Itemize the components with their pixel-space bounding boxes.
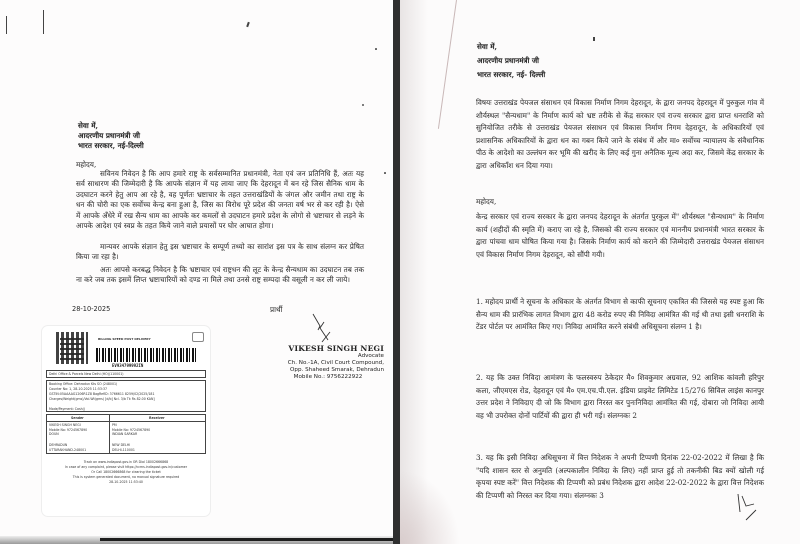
speed-post-receipt <box>42 326 210 516</box>
addressee-line-1: सेवा में, <box>477 42 498 51</box>
sender-state: UTTARAKHAND-248001 <box>49 447 87 452</box>
table-divider <box>47 421 205 422</box>
payment-mode: Mode/Payment: Cash() <box>49 407 86 411</box>
page-gutter <box>393 0 400 544</box>
letter-page-right <box>400 0 800 544</box>
india-post-logo-icon <box>192 332 204 342</box>
booking-office: Booking Office: Dehradun Kts SO (248001) <box>49 382 118 386</box>
receiver-mobile: Mobile No: 9724567890 <box>112 427 151 432</box>
scan-speck <box>375 48 377 50</box>
advocate-title: Advocate <box>357 353 384 359</box>
scan-speck <box>384 172 386 174</box>
scan-mark <box>438 0 457 129</box>
charges-info: Charges/Weight(gms)/Vol.Wt(gms) [d/b] Ncl. 3/b Tk Rs 82.00 KAN] <box>49 397 155 401</box>
sender-mobile: Mobile No: 9724567890 <box>49 427 88 432</box>
point-3: 3. यह कि इसी निविदा अधिसूचना में वित्त निदेशक ने अपनी टिप्पणी दिनांक 22-02-2022 में लिखा है कि "यदि शासन स्तर से अनुमति (अल्पकालीन निविदा के लिए) नहीं प्राप्त हुई तो तकनीकी बिड क्यों खोली गई कृपया स्पष्ट करें" वित्त निदेशक की टिप्पणी को प्रबंध निदेशक द्वारा आदेश 22-02-2022 के द्वारा वित्त निदेशक की टिप्पणी को निरस्त कर दिया गया। संलग्नकः 3 <box>476 453 764 500</box>
signature-icon <box>310 312 334 344</box>
intro-paragraph: केन्द्र सरकार एवं राज्य सरकार के द्वारा जनपद देहरादून के अंतर्गत पुरकुल में" शौर्यस्थल "सैन्यधाम" के निर्माण कार्य (शहीदों की स्मृति में) कराए जा रहे है, जिसको की राज्य सरकार एवं माननीय प्रधानमंत्री भारत सरकार के द्वारा पांचवा धाम घोषित किया गया है। जिसके निर्माण कार्य को कराने की जिम्मेदारी उत्तराखंड पेयजल संसाधन एवं विकास निर्माण निगम देहरादून, को सौंपी गयी। <box>476 212 764 259</box>
scan-smudge <box>400 470 460 544</box>
addressee-line-2: आदरणीय प्रधानमंत्री जी <box>477 56 540 65</box>
receiver-header: Receiver <box>149 416 165 420</box>
receipt-footer-line: This is system generated document, no manual signature required <box>72 475 180 479</box>
barcode-icon <box>96 348 196 362</box>
letter-page-left <box>0 0 393 544</box>
subject-paragraph: विषयः उत्तराखंड पेयजल संसाधन एवं विकास निर्माण निगम देहरादून, के द्वारा जनपद देहरादून में पुरुकुल गांव में शौर्यस्थल "सैन्यधाम" के निर्माण कार्य को भ्रष्ट तरीके से केंद्र सरकार एवं राज्य सरकार द्वारा प्राप्त धनराशि को सुनियोजित तरीके से उत्तराखंड पेयजल संसाधन एवं विकास निर्माण निगम देहरादून, के अधिकारियों एवं प्रशासनिक अधिकारियों के द्वारा धन का गबन किये जाने के संबंध में और मा० सर्वोच्च न्यायालय के संवैधानिक पीठ के आदेशो का उल्लंघन कर भूमि की खरीद के लिए कई गुना अनैतिक मूल्य अदा कर, जिसमे केंद्र सरकार के द्वारा अधिकाँश धन दिया गया। <box>476 98 764 170</box>
receipt-footer-line: In case of any complaint, please visit https://ccms.indiapost.gov.in/customer <box>64 465 188 469</box>
point-2: 2. यह कि उक्त निविदा आमंत्रण के फलस्वरुप ठेकेदार मै० शिवकुमार अग्रवाल, 92 आशिक कांवली हरिपुर कला, जीएमएस रोड, देहरादून एवं मै० एम.एच.पी.एल. इंडिया प्राइवेट लिमिटेड 15/276 सिविल लाइंस कानपुर उत्तर प्रदेश ने निविदाए दी जो कि विभाग द्वारा निरस्त कर पुनःनिविदा आमंत्रित की गई, दोबारा जो निविदा आयी वह भी उपरोक्त दोनों पार्टियों की द्वारा ही भरी गई। संलग्नकः 2 <box>476 373 764 420</box>
advocate-name: VIKESH SINGH NEGI <box>288 344 384 353</box>
salutation: महोदय, <box>76 160 97 169</box>
scan-mark <box>43 10 44 34</box>
receiver-state: DELHI-110001 <box>112 447 135 452</box>
page-curl-shadow <box>400 0 428 544</box>
advocate-mobile: Mobile No.: 9756222922 <box>293 374 363 380</box>
office-line: Delhi Office & Parcels New Delhi (HO)(110001) <box>49 372 124 376</box>
letter-date: 28-10-2025 <box>72 305 111 313</box>
receiver-name: PM <box>112 423 117 427</box>
advocate-address-2: Opp. Shaheed Smarak, Dehradun <box>290 367 384 373</box>
gstin-info: GSTIN:05AAAAG1206R1Z8 BagRefID: 3766611 8259/02/2025/181 <box>49 392 155 396</box>
sender-name: VIKESH SINGH NEGI <box>49 423 81 427</box>
salutation: महोदय, <box>476 197 497 206</box>
addressee-line-3: भारत सरकार, नई- दिल्ली <box>477 70 546 79</box>
receiver-city: NEW DELHI <box>112 443 131 447</box>
advocate-address-1: Ch. No.-1A, Civil Court Compound, <box>287 360 384 366</box>
advocate-stamp <box>272 344 384 381</box>
receiver-address: INDIAN SARKAR <box>112 432 138 436</box>
scan-shadow <box>100 538 393 541</box>
qr-code-icon <box>56 332 88 364</box>
scan-mark <box>593 37 595 41</box>
receipt-footer-line: Track on www.indiapost.gov.in OR Dial 18002666868 <box>83 460 169 464</box>
sender-address: DOUN <box>49 432 59 436</box>
receipt-header: BILLING SPEED POST DELIVERY <box>98 337 151 341</box>
body-paragraph-1: सविनय निवेदन है कि आप हमारे राष्ट्र के सर्वसम्मानित प्रधानमंत्री, नेता एवं जन प्रतिनिधि हैं, अतः यह सर्व साधारण की जिम्मेदारी है कि आपके संज्ञान में यह लाया जाए कि देहरादून में बन रहे जिस सैनिक धाम के उदघाटन करने हेतु आप आ रहे है, वह पूर्णतः भ्रष्टाचार के तहत उत्तराखंडियों के जंगल और जमीन तथा राष्ट्र के धन की चोरी का एक सर्वोच्च केन्द्र बना हुआ है, जिस का विरोध पूरे प्रदेश की जनता वर्ष भर से कर रही है। ऐसे में आपके अँधेरे में रख सैन्य धाम का आपके कर कमलों से उदघाटन हमारे प्रदेश के लोगो से भ्रष्टाचार से लड़ने के आपके आदेश एवं स्वप्न के तहत किये जाने वाले प्रयासों पर घोर आघात होगा। <box>76 169 364 231</box>
receipt-footer-line: Or Call 18002666868 for clearing the ticket <box>91 470 161 474</box>
point-1: 1. महोदय प्रार्थी ने सूचना के अधिकार के अंतर्गत विभाग से काफी सूचनाए एकत्रित की जिससे यह स्पष्ट हुआ कि सैन्य धाम की प्रारंभिक लागत विभाग द्वारा 48 करोड रुपए की निविदा आमंत्रित की गई थी तथा इसी धनराशि के टेंडर पोर्टल पर आमंत्रित किए गए। निविदा आमंत्रित करने संबंधी अधिसूचना संलग्न 1 है। <box>476 297 764 332</box>
scan-speck <box>362 104 364 106</box>
counter-info: Counter No: 1, 28-10-2025 11:53:37 <box>49 387 108 391</box>
scan-mark <box>246 22 250 27</box>
body-paragraph-2: मान्यवर आपके संज्ञान हेतु इस भ्रष्टाचार के सम्पूर्ण तथ्यो का सारांश इस पत्र के साथ संलग्न कर प्रेषित किया जा रहा है। <box>76 242 364 262</box>
receipt-footer-line: 28-10-2025 11:53:40 <box>109 480 143 484</box>
signature-icon <box>736 492 760 522</box>
applicant-label: प्रार्थी <box>270 305 283 314</box>
addressee-line-3: भारत सरकार, नई-दिल्ली <box>78 141 144 150</box>
sender-header: Sender <box>71 416 84 420</box>
body-paragraph-3: अतः आपसे करबद्ध निवेदन है कि भ्रष्टाचार एवं राष्ट्रधन की लूट के केन्द्र सैन्यधाम का उदघाटन तब तक ना करे जब तक इसमें लिप्त भ्रष्टाचारियों को दण्ड ना मिले तथा उनसे राष्ट्र सम्पदा की वसूली न कर ली जाये। <box>76 265 364 285</box>
addressee-line-2: आदरणीय प्रधानमंत्री जी <box>78 131 141 140</box>
scan-mark <box>6 16 7 34</box>
office-box <box>46 370 206 378</box>
booking-box <box>46 380 206 412</box>
sender-receiver-table <box>46 414 206 454</box>
addressee-line-1: सेवा में, <box>78 121 99 130</box>
tracking-number: EV934799992IN <box>112 363 144 368</box>
sender-city: DEHRADUN <box>49 443 68 447</box>
